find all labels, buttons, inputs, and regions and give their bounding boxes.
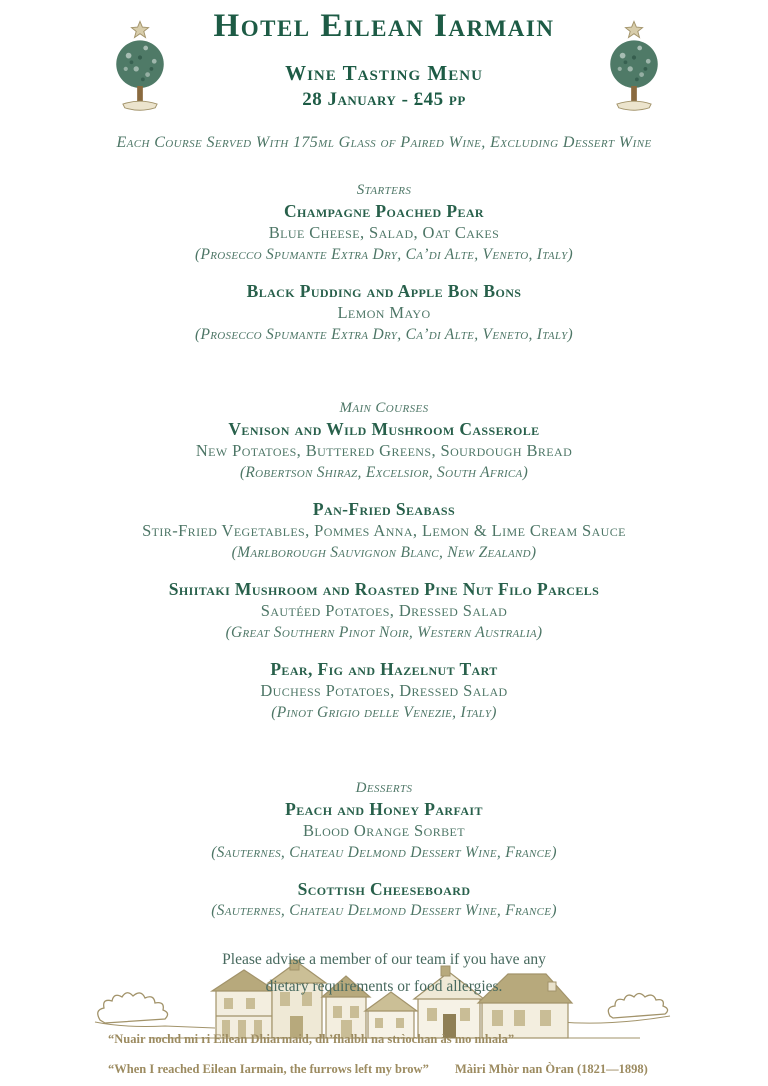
pairing-note: Each Course Served With 175ml Glass of Paired Wine, Excluding Dessert Wine (116, 134, 652, 151)
menu-title: Wine Tasting Menu (285, 61, 483, 85)
menu-item (0, 498, 768, 564)
dish-description: New Potatoes, Buttered Greens, Sourdough Bread (195, 441, 573, 460)
date-price: 28 January - £45 pp (302, 89, 466, 110)
course-label: Desserts (355, 780, 413, 796)
course-label: Starters (356, 182, 412, 198)
section-desserts (0, 778, 768, 922)
gaelic-quote: “Nuair nochd mi ri Eilean Dhiarmaid, dh’fhalbh na strìochan às mo mhala” (108, 1032, 515, 1046)
dish-name: Champagne Poached Pear (283, 201, 484, 221)
menu-item (0, 578, 768, 644)
wine-pairing: (Marlborough Sauvignon Blanc, New Zealand) (231, 544, 537, 561)
dish-description: Stir-Fried Vegetables, Pommes Anna, Lemon & Lime Cream Sauce (142, 521, 626, 540)
dish-name: Pan-Fried Seabass (312, 499, 456, 519)
tree-logo-icon (102, 19, 178, 115)
wine-pairing: (Pinot Grigio delle Venezie, Italy) (271, 704, 497, 721)
dish-description: Blood Orange Sorbet (303, 821, 465, 840)
menu-item (0, 418, 768, 484)
dish-description: Duchess Potatoes, Dressed Salad (260, 681, 508, 700)
tree-logo-icon (596, 19, 672, 115)
quote-attribution: Màiri Mhòr nan Òran (1821—1898) (455, 1062, 648, 1076)
hotel-name: Hotel Eilean Iarmain (213, 8, 555, 44)
dish-name: Scottish Cheeseboard (297, 879, 471, 899)
dish-description: Blue Cheese, Salad, Oat Cakes (268, 223, 500, 242)
menu-item (0, 798, 768, 864)
dish-name: Black Pudding and Apple Bon Bons (246, 281, 522, 301)
wine-pairing: (Prosecco Spumante Extra Dry, Ca’di Alte, Veneto, Italy) (195, 246, 573, 263)
wine-pairing: (Robertson Shiraz, Excelsior, South Africa) (239, 464, 529, 481)
wine-pairing: (Great Southern Pinot Noir, Western Australia) (225, 624, 543, 641)
english-quote: “When I reached Eilean Iarmain, the furrows left my brow” (108, 1062, 429, 1076)
dish-description: Lemon Mayo (337, 303, 431, 322)
dish-name: Peach and Honey Parfait (285, 799, 483, 819)
section-main-courses (0, 398, 768, 724)
menu-item (0, 280, 768, 346)
allergy-note: Please advise a member of our team if you have any dietary requirements or food allergies. (222, 951, 546, 995)
section-starters (0, 180, 768, 346)
dish-name: Pear, Fig and Hazelnut Tart (270, 659, 498, 679)
dish-name: Venison and Wild Mushroom Casserole (228, 419, 540, 439)
menu-item (0, 658, 768, 724)
menu-item (0, 200, 768, 266)
dish-description: Sautéed Potatoes, Dressed Salad (260, 601, 508, 620)
course-label: Main Courses (339, 400, 429, 416)
menu-page (0, 6, 768, 1086)
menu-item (0, 878, 768, 922)
wine-pairing: (Sauternes, Chateau Delmond Dessert Wine, France) (211, 844, 557, 861)
wine-pairing: (Sauternes, Chateau Delmond Dessert Wine, France) (211, 902, 557, 919)
wine-pairing: (Prosecco Spumante Extra Dry, Ca’di Alte, Veneto, Italy) (195, 326, 573, 343)
dish-name: Shiitaki Mushroom and Roasted Pine Nut Filo Parcels (168, 579, 600, 599)
